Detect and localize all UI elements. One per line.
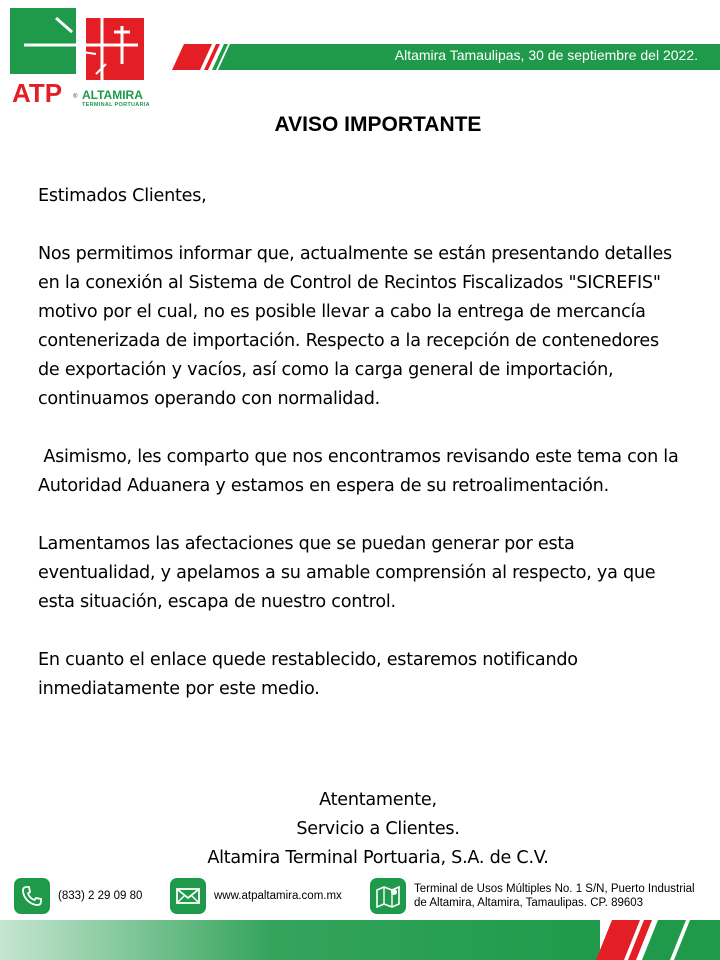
footer-website bbox=[170, 876, 342, 916]
paragraph-apology: Lamentamos las afectaciones que se puedan generar por esta eventualidad, y apelamos a su amable comprensión al respecto, ya que esta situación, escapa de nuestro control. bbox=[38, 534, 656, 612]
footer-website-link[interactable]: www.atpaltamira.com.mx bbox=[214, 890, 342, 902]
footer-phone-text: (833) 2 29 09 80 bbox=[58, 890, 143, 902]
greeting: Estimados Clientes, bbox=[38, 186, 207, 206]
footer-address-text bbox=[414, 882, 695, 910]
closing-company: Altamira Terminal Portuaria, S.A. de C.V. bbox=[207, 848, 549, 868]
notice-body bbox=[38, 182, 684, 733]
logo-altamira-text: ALTAMIRA bbox=[82, 88, 143, 102]
notice-title: AVISO IMPORTANTE bbox=[274, 113, 482, 136]
mail-icon bbox=[170, 878, 206, 914]
footer-address-line1: Terminal de Usos Múltiples No. 1 S/N, Puerto Industrial bbox=[414, 883, 695, 895]
footer-address-line2: de Altamira, Altamira, Tamaulipas. CP. 89603 bbox=[414, 897, 644, 909]
paragraph-sicrefis: Nos permitimos informar que, actualmente se están presentando detalles en la conexión al Sistema de Control de Recintos Fiscalizados "SICREFIS" motivo por el cual, no es posible llevar a cabo la entrega de mercancía contenerizada de importación. Respecto a la recepción de contenedores de exportación y vacíos, así como la carga general de importación, continuamos operando con normalidad. bbox=[38, 244, 672, 409]
logo-anchor-mark bbox=[10, 8, 150, 88]
closing-department: Servicio a Clientes. bbox=[296, 819, 460, 839]
company-logo bbox=[10, 8, 150, 108]
paragraph-review: Asimismo, les comparto que nos encontramos revisando este tema con la Autoridad Aduanera y estamos en espera de su retroalimentación. bbox=[38, 447, 684, 496]
logo-atp-text: ATP bbox=[12, 78, 63, 108]
logo-tagline: TERMINAL PORTUARIA bbox=[82, 102, 150, 108]
footer-address bbox=[370, 876, 695, 916]
header-date: Altamira Tamaulipas, 30 de septiembre del 2022. bbox=[394, 47, 698, 63]
footer-phone bbox=[14, 876, 142, 916]
closing-regards: Atentamente, bbox=[319, 790, 437, 810]
phone-icon bbox=[14, 878, 50, 914]
closing-signature bbox=[0, 786, 720, 873]
footer-stripe-bar bbox=[0, 920, 720, 960]
logo-registered-mark: ® bbox=[73, 94, 78, 100]
paragraph-restore: En cuanto el enlace quede restablecido, estaremos notificando inmediatamente por este medio. bbox=[38, 650, 578, 699]
map-icon bbox=[370, 878, 406, 914]
